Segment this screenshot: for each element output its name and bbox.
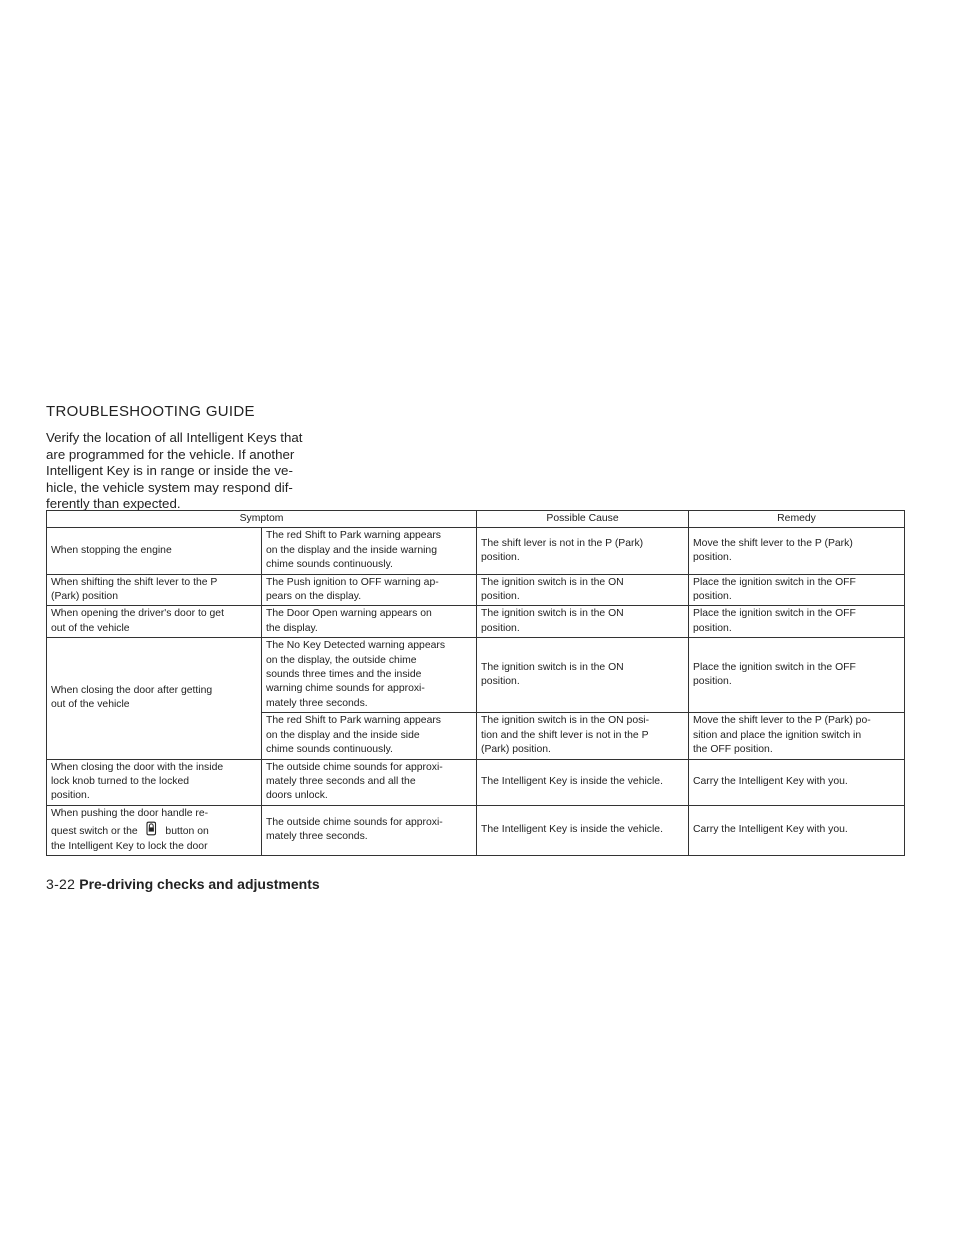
display-cell <box>262 606 477 638</box>
intro-line: hicle, the vehicle system may respond dif- <box>46 479 293 495</box>
table-row <box>47 606 905 638</box>
table-row <box>47 759 905 805</box>
cell-line: out of the vehicle <box>51 622 130 634</box>
cell-line: Place the ignition switch in the OFF <box>693 576 856 588</box>
cell-line: the display. <box>266 622 318 634</box>
cell-line: position. <box>693 591 732 603</box>
symptom-cell <box>47 759 262 805</box>
cell-line: When stopping the engine <box>51 544 172 556</box>
cell-line: position. <box>693 552 732 564</box>
symptom-cell <box>47 606 262 638</box>
troubleshooting-table <box>46 510 905 856</box>
cell-line: When pushing the door handle re- <box>51 807 209 819</box>
intro-line: ferently than expected. <box>46 496 181 511</box>
cell-line: When closing the door with the inside <box>51 761 224 773</box>
cell-line: tion and the shift lever is not in the P <box>481 729 649 741</box>
cell-line: The Door Open warning appears on <box>266 608 432 620</box>
cell-line: position. <box>481 676 520 688</box>
cell-line: The red Shift to Park warning appears <box>266 715 442 727</box>
remedy-cell <box>689 528 905 574</box>
remedy-cell <box>689 638 905 713</box>
cell-line: When closing the door after getting <box>51 684 213 696</box>
cause-cell <box>477 805 689 855</box>
cause-cell <box>477 574 689 606</box>
cell-line: When opening the driver's door to get <box>51 608 224 620</box>
display-cell <box>262 759 477 805</box>
cell-line: Move the shift lever to the P (Park) <box>693 537 853 549</box>
page-number: 3-22 <box>46 876 76 892</box>
cause-cell <box>477 713 689 759</box>
intro-line: Verify the location of all Intelligent Keys that <box>46 430 303 445</box>
cell-line: mately three seconds and all the <box>266 775 416 787</box>
cell-line: position. <box>481 552 520 564</box>
remedy-cell <box>689 805 905 855</box>
table-row <box>47 574 905 606</box>
remedy-cell <box>689 759 905 805</box>
cause-cell <box>477 528 689 574</box>
cell-line: position. <box>481 591 520 603</box>
cell-line: The Push ignition to OFF warning ap- <box>266 576 439 588</box>
cell-line: Move the shift lever to the P (Park) po- <box>693 715 871 727</box>
cell-line: The outside chime sounds for approxi- <box>266 816 443 828</box>
cell-line: Place the ignition switch in the OFF <box>693 608 856 620</box>
cell-line: on the display and the inside warning <box>266 544 437 556</box>
cell-line: doors unlock. <box>266 790 328 802</box>
cell-line: When shifting the shift lever to the P <box>51 576 218 588</box>
cell-line: the Intelligent Key to lock the door <box>51 840 208 852</box>
cell-line: sition and place the ignition switch in <box>693 729 862 741</box>
cell-line: position. <box>51 790 90 802</box>
cell-line: Carry the Intelligent Key with you. <box>693 824 848 836</box>
cell-line: position. <box>693 622 732 634</box>
cause-cell <box>477 606 689 638</box>
cell-line: Place the ignition switch in the OFF <box>693 661 856 673</box>
cell-line: pears on the display. <box>266 591 362 603</box>
cell-line: chime sounds continuously. <box>266 744 393 756</box>
symptom-cell <box>47 528 262 574</box>
header-symptom: Symptom <box>47 511 477 528</box>
remedy-cell <box>689 713 905 759</box>
cause-cell <box>477 638 689 713</box>
table-header-row <box>47 511 905 528</box>
cell-text: button on <box>165 826 209 838</box>
cell-line: (Park) position <box>51 591 118 603</box>
cause-cell <box>477 759 689 805</box>
cell-line: on the display and the inside side <box>266 729 420 741</box>
cell-line: The outside chime sounds for approxi- <box>266 761 443 773</box>
intro-paragraph <box>46 430 324 513</box>
cell-line: warning chime sounds for approxi- <box>266 683 425 695</box>
cell-line: mately three seconds. <box>266 697 368 709</box>
cell-line: The ignition switch is in the ON <box>481 661 624 673</box>
cell-line: The Intelligent Key is inside the vehicle. <box>481 775 663 787</box>
symptom-cell <box>47 638 262 759</box>
cell-line: The ignition switch is in the ON <box>481 576 624 588</box>
display-cell <box>262 638 477 713</box>
table-row <box>47 805 905 855</box>
cell-line: on the display, the outside chime <box>266 654 417 666</box>
remedy-cell <box>689 574 905 606</box>
cell-line: The shift lever is not in the P (Park) <box>481 537 644 549</box>
table-row <box>47 638 905 713</box>
remedy-cell <box>689 606 905 638</box>
cell-line: chime sounds continuously. <box>266 559 393 571</box>
symptom-cell <box>47 805 262 855</box>
chapter-title: Pre-driving checks and adjustments <box>79 876 320 892</box>
cell-line: The No Key Detected warning appears <box>266 640 446 652</box>
header-possible-cause: Possible Cause <box>477 511 689 528</box>
table-row <box>47 528 905 574</box>
cell-line: (Park) position. <box>481 744 551 756</box>
page-footer <box>46 876 320 892</box>
cell-line: position. <box>481 622 520 634</box>
display-cell <box>262 528 477 574</box>
cell-line: lock knob turned to the locked <box>51 775 190 787</box>
cell-line <box>51 821 257 839</box>
cell-text: quest switch or the <box>51 826 138 838</box>
cell-line: The ignition switch is in the ON <box>481 608 624 620</box>
lock-key-icon <box>141 821 161 836</box>
cell-line: the OFF position. <box>693 744 773 756</box>
display-cell <box>262 574 477 606</box>
intro-line: are programmed for the vehicle. If another <box>46 446 295 462</box>
display-cell <box>262 713 477 759</box>
cell-line: sounds three times and the inside <box>266 669 422 681</box>
intro-line: Intelligent Key is in range or inside the ve- <box>46 463 293 478</box>
header-remedy: Remedy <box>689 511 905 528</box>
cell-line: Carry the Intelligent Key with you. <box>693 775 848 787</box>
cell-line: The ignition switch is in the ON posi- <box>481 715 650 727</box>
display-cell <box>262 805 477 855</box>
cell-line: position. <box>693 676 732 688</box>
symptom-cell <box>47 574 262 606</box>
cell-line: mately three seconds. <box>266 831 368 843</box>
cell-line: The Intelligent Key is inside the vehicle. <box>481 824 663 836</box>
cell-line: The red Shift to Park warning appears <box>266 530 442 542</box>
cell-line: out of the vehicle <box>51 699 130 711</box>
section-title: TROUBLESHOOTING GUIDE <box>46 403 255 420</box>
